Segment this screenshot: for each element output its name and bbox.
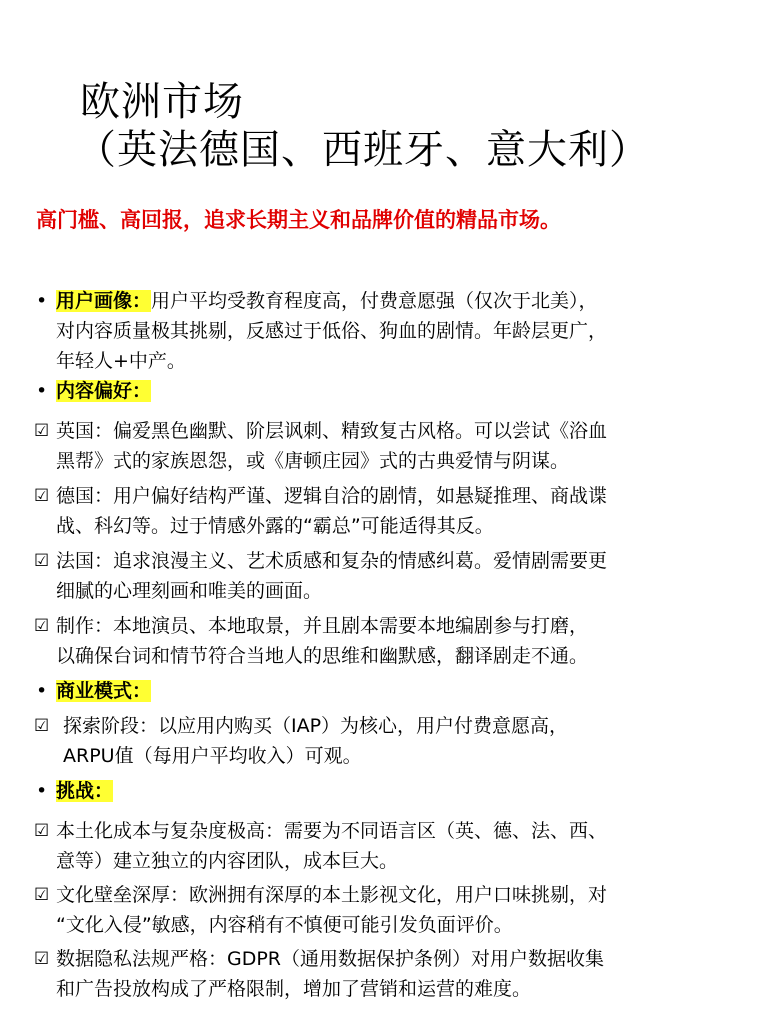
checkbox-icon: ☑ <box>34 486 50 506</box>
subtitle: 高门槛、高回报，追求长期主义和品牌价值的精品市场。 <box>36 208 561 232</box>
list-item-body <box>56 376 728 406</box>
bullet-icon: • <box>36 290 48 312</box>
title-line-1: 欧洲市场 <box>80 79 244 125</box>
page-title <box>76 78 650 174</box>
list-item-text: 英国：偏爱黑色幽默、阶层讽刺、精致复古风格。可以尝试《浴血 黑帮》式的家族恩怨，或《唐顿庄园》式的古典爱情与阴谋。 <box>56 420 608 472</box>
checkbox-icon: ☑ <box>34 885 50 905</box>
section-label: 内容偏好： <box>56 380 152 402</box>
list-item-text: 用户平均受教育程度高，付费意愿强（仅次于北美）， 对内容质量极其挑剔，反感过于低俗、狗血的剧情。年龄层更广， 年轻人+中产。 <box>56 290 608 372</box>
checkbox-icon: ☑ <box>34 821 50 841</box>
bullet-icon: • <box>36 380 48 402</box>
list-item-body <box>56 286 728 376</box>
section-label: 商业模式： <box>56 680 152 702</box>
bullet-icon: • <box>36 680 48 702</box>
list-item-text: 制作：本地演员、本地取景，并且剧本需要本地编剧参与打磨， 以确保台词和情节符合当地人的思维和幽默感，翻译剧走不通。 <box>56 615 589 667</box>
checkbox-icon: ☑ <box>34 616 50 636</box>
checkbox-icon: ☑ <box>34 421 50 441</box>
checkbox-icon: ☑ <box>34 551 50 571</box>
list-item-text: 数据隐私法规严格：GDPR（通用数据保护条例）对用户数据收集 和广告投放构成了严格限制，增加了营销和运营的难度。 <box>56 948 605 1000</box>
checkbox-icon: ☑ <box>34 949 50 969</box>
list-item-body <box>56 676 728 706</box>
section-label: 挑战： <box>56 780 114 802</box>
list-item-text: 德国：用户偏好结构严谨、逻辑自洽的剧情，如悬疑推理、商战谍 战、科幻等。过于情感外露的“霸总”可能适得其反。 <box>56 485 608 537</box>
list-item-body <box>56 776 728 806</box>
title-line-2: （英法德国、西班牙、意大利） <box>76 127 650 173</box>
list-item-text: 探索阶段：以应用内购买（IAP）为核心，用户付费意愿高， ARPU值（每用户平均收入）可观。 <box>63 715 569 767</box>
bullet-icon: • <box>36 780 48 802</box>
list-item-text: 法国：追求浪漫主义、艺术质感和复杂的情感纠葛。爱情剧需要更 细腻的心理刻画和唯美的画面。 <box>56 550 608 602</box>
list-item-text: 文化壁垒深厚：欧洲拥有深厚的本土影视文化，用户口味挑剔，对 “文化入侵”敏感，内容稍有不慎便可能引发负面评价。 <box>56 884 608 936</box>
section-label: 用户画像： <box>56 290 152 312</box>
checkbox-icon: ☑ <box>34 716 50 736</box>
list-item-text: 本土化成本与复杂度极高：需要为不同语言区（英、德、法、西、 意等）建立独立的内容团队，成本巨大。 <box>56 820 608 872</box>
